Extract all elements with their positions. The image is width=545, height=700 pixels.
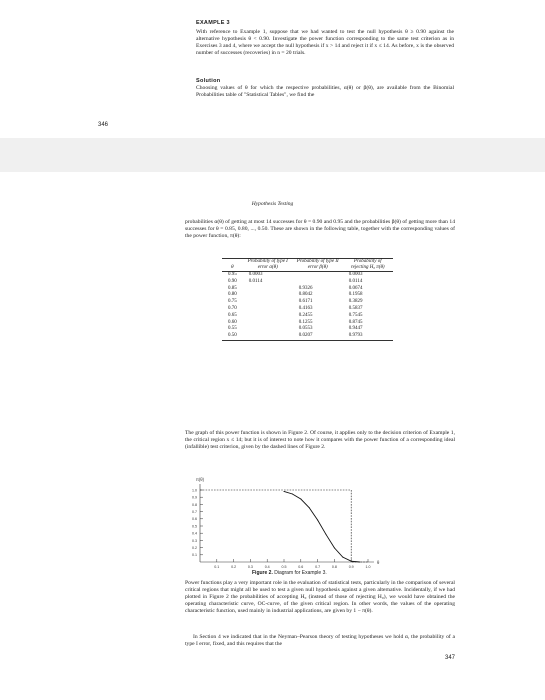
y-tick-label: 0.8 [192,502,197,507]
table-row [222,333,393,340]
table-cell: 0.0003 [248,272,263,277]
table-cell: 0.60 [228,319,237,325]
y-tick-label: 0.7 [192,510,197,514]
table-cell: 0.0674 [348,285,363,291]
x-tick-label: 0.6 [298,565,304,569]
table-cell: 0.80 [228,292,237,298]
table-header-theta: θ [222,259,243,272]
table-cell [243,306,293,313]
x-tick-label: 0.8 [331,565,337,569]
power-curve-point [309,507,310,508]
table-cell: 0.4163 [298,305,313,311]
y-tick-label: 0.2 [192,546,197,550]
table-cell: 0.1255 [298,319,313,325]
power-curve-point [334,547,335,548]
x-tick-label: 0.5 [281,565,287,569]
table-cell: 0.5837 [348,305,363,311]
table-cell [243,286,293,293]
y-tick-label: 0.9 [192,495,197,500]
table-cell [243,333,293,340]
example-heading: EXAMPLE 3 [196,20,230,26]
table-row [222,292,393,299]
page-number-right: 347 [445,655,456,661]
table-header-beta: Probability of type II error β(θ) [293,259,343,272]
table-cell: 0.1958 [348,292,363,298]
x-tick-label: 1.0 [365,565,371,569]
table-cell: 0.0553 [298,326,313,332]
figure-caption-text: Diagram for Example 3. [274,570,327,576]
x-tick-label: 0.3 [247,565,253,569]
table-row [222,299,393,306]
table-cell [293,272,343,279]
table-cell: 0.3829 [348,299,363,305]
table-cell: 0.0207 [298,333,313,339]
table-cell: 0.0003 [348,272,363,277]
table-cell: 0.75 [228,299,237,305]
power-curve-point [359,561,360,562]
table-header-alpha: Probability of type I error α(θ) [243,259,293,272]
table-cell: 0.9326 [298,285,313,291]
paragraph-power-functions: Power functions play a very important role in the evaluation of statistical tests, particularly in the comparison of several critical regions that might all be used to test a given null hypothesis against a given alternative. Incidentally, if we had plotted in Figure 2 the probabilities of accepting H₀ (instead of those of rejecting H₀), we would have obtained the operating characteristic curve, OC-curve, of the given critical region. In other words, the values of the operating characteristic function, used mainly in industrial applications, are given by 1 − π(θ). [185,580,455,615]
page-number-left: 346 [98,122,109,128]
table-cell: 0.9793 [348,333,363,339]
y-tick-label: 1.0 [192,488,197,493]
table-cell: 0.8745 [348,319,363,325]
table-cell: 0.8042 [298,292,313,298]
table-cell: 0.50 [228,333,237,339]
y-tick-label: 0.4 [192,531,197,536]
running-head: Hypothesis Testing [251,201,294,207]
solution-text: Choosing values of θ for which the respective probabilities, α(θ) or β(θ), are available from the Binomial Probabilities table of "Statistical Tables", we find the [196,85,454,99]
table-cell: 0.55 [228,326,237,332]
table-cell: 0.70 [228,305,237,311]
power-curve-point [342,557,343,558]
power-table [222,258,393,341]
table-cell: 0.6171 [298,299,313,305]
ideal-test-dashed-line [200,490,368,562]
table-row [222,320,393,327]
y-tick-label: 0.1 [192,553,197,558]
table-cell: 0.0114 [248,278,263,284]
table-header-pi: Probability of rejecting H₀ π(θ) [343,259,393,272]
power-curve-point [284,491,285,492]
table-cell: 0.85 [228,285,237,291]
table-cell [243,313,293,320]
table-cell [243,320,293,327]
table-row [222,313,393,320]
x-tick-label: 0.9 [348,565,354,569]
table-cell: 0.90 [228,278,237,284]
table-cell: 0.9447 [348,326,363,332]
table-cell [243,299,293,306]
y-axis-label: π(θ) [196,477,205,482]
power-curve-line [284,491,360,561]
table-row [222,286,393,293]
power-curve-point [300,499,301,500]
x-tick-label: 0.4 [264,565,270,569]
table-cell [243,326,293,333]
graph-text: The graph of this power function is shown in Figure 2. Of course, it applies only to the decision criterion of Example 1, the critical region x ≤ 14; but it is of interest to note how it compares with the power function of a corresponding ideal (infallible) test criterion, given by the dashed lines of Figure 2. [185,430,455,451]
intro-text: probabilities α(θ) of getting at most 14 successes for θ = 0.90 and 0.95 and the probabilities β(θ) of getting more than 14 successes for θ = 0.85, 0.80, ..., 0.50. These are shown in the following table, together with the corresponding values of the power function, π(θ): [185,219,455,240]
table-row [222,326,393,333]
paragraph-neyman-pearson: In Section 4 we indicated that in the Neyman–Pearson theory of testing hypotheses we hold α, the probability of a type I error, fixed, and this requires that the [185,634,455,648]
power-curve-point [292,493,293,494]
table-row [222,272,393,279]
power-curve-point [317,519,318,520]
bottom-page [0,172,545,700]
figure-caption-label: Figure 2. [252,570,273,576]
x-tick-label: 0.1 [214,565,220,569]
x-axis-label: θ [377,560,380,565]
y-tick-label: 0.5 [192,524,197,529]
y-tick-label: 0.3 [192,538,197,543]
table-cell: 0.95 [228,272,237,277]
y-tick-label: 0.6 [192,517,197,522]
table-cell: 0.0114 [348,278,363,284]
table-cell [243,292,293,299]
solution-heading: Solution [196,78,221,84]
x-tick-label: 0.7 [315,565,321,569]
table-cell: 0.7545 [348,312,363,318]
top-page [0,0,545,138]
x-tick-label: 0.2 [231,565,237,569]
page-gap [0,138,545,172]
power-curve-point [326,534,327,535]
table-cell: 0.65 [228,312,237,318]
table-row [222,306,393,313]
example-text: With reference to Example 1, suppose that we had wanted to test the null hypothesis θ ≥ 0.90 against the alternative hypothesis θ < 0.90. Investigate the power function corresponding to the same test criterion as in Exercises 3 and 4, where we accept the null hypothesis if x > 14 and reject it if x ≤ 14. As before, x is the observed number of successes (recoveries) in n = 20 trials. [196,29,454,57]
figure-caption [252,570,372,576]
table-cell [293,279,343,286]
table-cell: 0.2455 [298,312,313,318]
table-row [222,279,393,286]
